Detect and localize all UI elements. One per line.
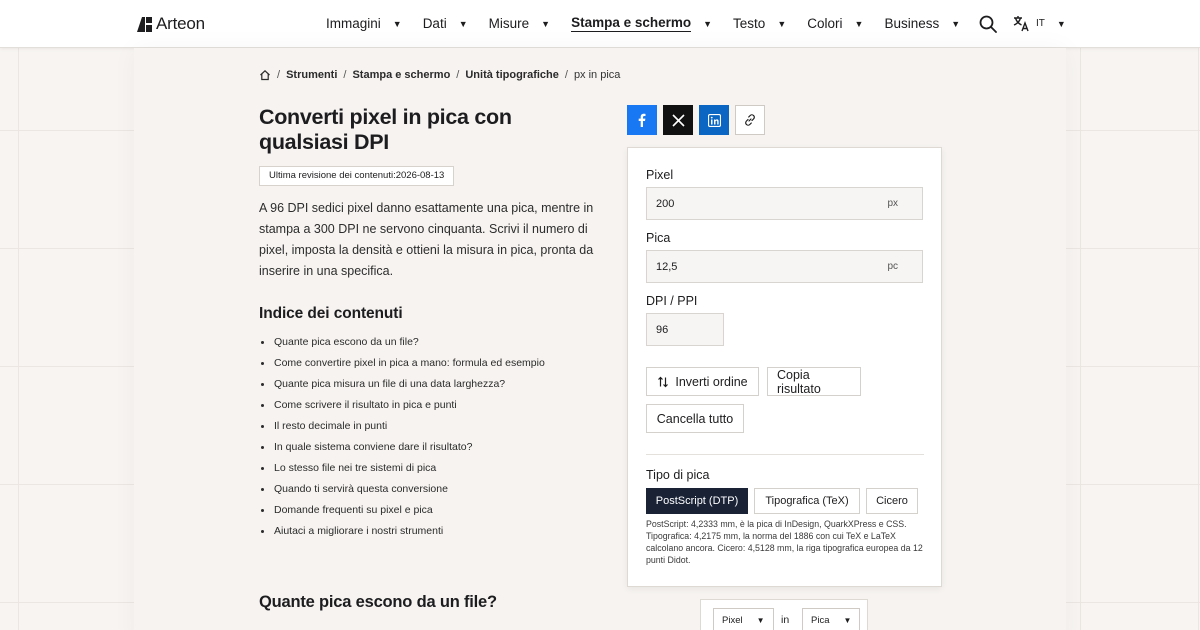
copy-link-button[interactable] [735, 105, 765, 135]
chevron-down-icon: ▼ [1056, 18, 1066, 29]
chevron-down-icon: ▼ [951, 18, 961, 29]
pixel-label: Pixel [646, 168, 674, 182]
from-unit-value: Pixel [722, 614, 743, 626]
toc-item[interactable]: In quale sistema conviene dare il risultato? [259, 437, 545, 458]
toc-item[interactable]: Il resto decimale in punti [259, 416, 545, 437]
pica-type-label: Tipografica (TeX) [765, 495, 849, 507]
toc-title: Indice dei contenuti [259, 305, 403, 322]
nav-item-colori[interactable] [807, 15, 863, 32]
toc-item[interactable]: Come scrivere il risultato in pica e punti [259, 395, 545, 416]
nav-item-stampa-e-schermo[interactable] [571, 15, 712, 32]
share-x-button[interactable] [663, 105, 693, 135]
share-facebook-button[interactable] [627, 105, 657, 135]
chevron-down-icon: ▼ [854, 18, 864, 29]
brand-logo-icon [137, 17, 152, 32]
breadcrumb-separator: / [456, 69, 460, 81]
toc-item[interactable]: Quando ti servirà questa conversione [259, 479, 545, 500]
nav-item-misure[interactable] [489, 15, 550, 32]
clear-all-label: Cancella tutto [656, 411, 734, 426]
home-icon[interactable] [259, 69, 271, 81]
dpi-label: DPI / PPI [646, 294, 698, 308]
pixel-unit: px [887, 198, 898, 209]
swap-order-button[interactable] [646, 367, 759, 396]
breadcrumb [259, 69, 620, 81]
converter-panel [627, 147, 942, 587]
nav-item-business[interactable] [884, 15, 960, 32]
toc-item[interactable]: Quante pica misura un file di una data larghezza? [259, 374, 545, 395]
pica-input[interactable] [646, 250, 923, 283]
from-unit-select[interactable] [713, 608, 774, 630]
nav-item-label: Stampa e schermo [571, 15, 692, 30]
toc-item[interactable]: Come convertire pixel in pica a mano: formula ed esempio [259, 353, 545, 374]
pica-value: 12,5 [656, 260, 678, 273]
chevron-down-icon: ▼ [843, 615, 852, 625]
pica-type-label: Cicero [876, 495, 908, 507]
x-icon [672, 114, 685, 127]
swap-order-label: Inverti ordine [675, 374, 748, 389]
chevron-down-icon: ▼ [756, 615, 765, 625]
nav-item-label: Business [884, 16, 940, 31]
nav-item-immagini[interactable] [326, 15, 402, 32]
breadcrumb-link-unita-tipografiche[interactable]: Unità tipografiche [465, 69, 559, 81]
pixel-value: 200 [656, 197, 675, 210]
chevron-down-icon: ▼ [777, 18, 787, 29]
to-unit-value: Pica [811, 614, 830, 626]
search-icon[interactable] [979, 15, 997, 33]
breadcrumb-link-strumenti[interactable]: Strumenti [286, 69, 338, 81]
pica-type-tipografica[interactable] [754, 488, 860, 514]
pixel-input[interactable] [646, 187, 923, 220]
pica-label: Pica [646, 231, 671, 245]
revision-badge: Ultima revisione dei contenuti:2026-08-13 [259, 166, 454, 186]
breadcrumb-separator: / [277, 69, 281, 81]
divider [646, 454, 924, 455]
share-buttons [627, 105, 765, 135]
language-code: IT [1036, 18, 1045, 29]
chevron-down-icon: ▼ [541, 18, 551, 29]
toc-item[interactable]: Domande frequenti su pixel e pica [259, 500, 545, 521]
toc-list [259, 332, 545, 542]
breadcrumb-separator: / [343, 69, 347, 81]
pica-unit: pc [887, 261, 898, 272]
linkedin-icon [708, 114, 721, 127]
toc-item[interactable]: Quante pica escono da un file? [259, 332, 545, 353]
breadcrumb-link-stampa-e-schermo[interactable]: Stampa e schermo [352, 69, 451, 81]
to-unit-select[interactable] [802, 608, 860, 630]
pica-type-label: Tipo di pica [646, 468, 710, 482]
facebook-icon [635, 113, 649, 127]
pica-type-postscript[interactable] [646, 488, 748, 514]
section-title: Quante pica escono da un file? [259, 593, 497, 611]
pica-type-cicero[interactable] [866, 488, 918, 514]
chevron-down-icon: ▼ [392, 18, 402, 29]
nav-item-label: Immagini [326, 16, 381, 31]
nav-item-label: Misure [488, 16, 530, 31]
share-linkedin-button[interactable] [699, 105, 729, 135]
brand-name: Arteon [156, 14, 205, 33]
nav-item-label: Testo [733, 16, 766, 31]
dpi-value: 96 [656, 323, 669, 336]
mini-converter [700, 599, 868, 630]
connector-text: in [781, 614, 790, 626]
copy-result-button[interactable] [767, 367, 861, 396]
link-icon [743, 113, 757, 127]
nav-item-testo[interactable] [733, 15, 786, 32]
brand-logo[interactable] [137, 14, 205, 34]
swap-vertical-icon [657, 376, 669, 388]
page-title: Converti pixel in pica con qualsiasi DPI [259, 105, 512, 154]
pica-type-description: PostScript: 4,2333 mm, è la pica di InDesign, QuarkXPress e CSS. Tipografica: 4,2175 mm, la norma del 1886 con cui TeX e LaTeX calcolano ancora. Cicero: 4,5128 mm, la riga tipografica europea da 12 punti Didot. [646, 519, 923, 565]
breadcrumb-current: px in pica [573, 69, 621, 81]
language-selector[interactable] [1013, 15, 1066, 32]
nav-item-label: Dati [422, 16, 447, 31]
nav-item-label: Colori [807, 16, 843, 31]
chevron-down-icon: ▼ [458, 18, 468, 29]
dpi-input[interactable] [646, 313, 724, 346]
toc-item[interactable]: Lo stesso file nei tre sistemi di pica [259, 458, 545, 479]
content-card [134, 48, 1066, 630]
breadcrumb-separator: / [564, 69, 568, 81]
intro-paragraph: A 96 DPI sedici pixel danno esattamente una pica, mentre in stampa a 300 DPI ne servono cinquanta. Scrivi il numero di pixel, imposta la densità e ottieni la misura in pica, pronta da inserire in una specifica. [259, 201, 594, 278]
site-header [0, 0, 1200, 48]
pica-type-label: PostScript (DTP) [655, 495, 739, 507]
main-nav [326, 15, 981, 32]
toc-item[interactable]: Aiutaci a migliorare i nostri strumenti [259, 521, 545, 542]
chevron-down-icon: ▼ [703, 18, 713, 29]
nav-item-dati[interactable] [423, 15, 468, 32]
copy-result-label: Copia risultato [777, 367, 821, 396]
translate-icon [1013, 15, 1030, 32]
clear-all-button[interactable] [646, 404, 744, 433]
